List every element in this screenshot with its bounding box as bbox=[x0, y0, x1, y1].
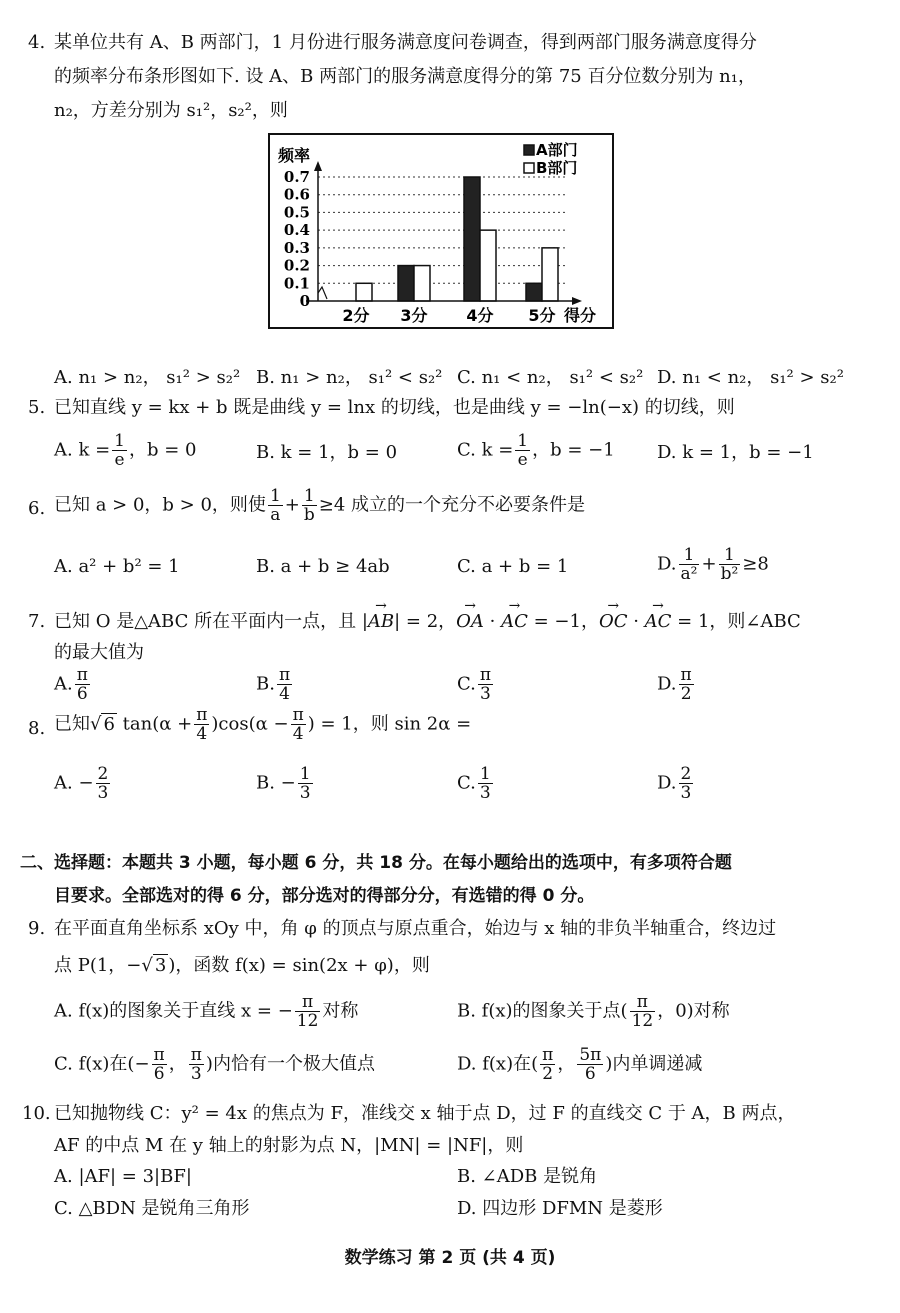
bar-B部门-5分 bbox=[542, 248, 558, 301]
y-tick-label: 0.3 bbox=[283, 238, 310, 257]
q6-number: 6. bbox=[28, 498, 46, 519]
q7-option-a: A. $\frac{\pi}{6}$ bbox=[54, 665, 88, 704]
frequency-bar-chart bbox=[268, 133, 614, 329]
q7-line2: 的最大值为 bbox=[54, 642, 144, 663]
q9-option-b: B. f(x)的图象关于点( $\frac{\pi}{12}$ ，0)对称 bbox=[457, 992, 730, 1031]
q4-option-b: B. n₁ > n₂， s₁² < s₂² bbox=[256, 367, 443, 388]
legend-label: A部门 bbox=[536, 141, 578, 159]
q10-line2: AF 的中点 M 在 y 轴上的射影为点 N，|MN| = |NF|，则 bbox=[54, 1135, 524, 1156]
q10-line1: 已知抛物线 C：y² = 4x 的焦点为 F，准线交 x 轴于点 D，过 F 的直线交 C 于 A，B 两点， bbox=[54, 1103, 796, 1124]
q4-number: 4. bbox=[28, 32, 46, 53]
legend-swatch-B部门 bbox=[524, 163, 534, 173]
y-tick-label: 0.7 bbox=[283, 168, 310, 186]
q7-number: 7. bbox=[28, 611, 46, 632]
y-tick-label: 0.1 bbox=[283, 274, 310, 293]
q7-option-b: B. $\frac{\pi}{4}$ bbox=[256, 665, 291, 704]
q5-option-d: D. k = 1，b = −1 bbox=[657, 442, 814, 463]
q5-option-c: C. k = $\frac{1}{e}$ ，b = −1 bbox=[457, 431, 615, 470]
legend-label: B部门 bbox=[536, 159, 578, 177]
section2-heading-line2: 目要求。全部选对的得 6 分，部分选对的得部分分，有选错的得 0 分。 bbox=[54, 886, 595, 906]
y-axis-title: 频率 bbox=[278, 146, 311, 165]
bar-B部门-4分 bbox=[480, 230, 496, 301]
q7-line1: 已知 O 是△ABC 所在平面内一点，且 |→ AB| = 2，→ OA · → AC = −1，→ OC · → AC = 1，则∠ABC bbox=[54, 611, 801, 633]
q8-option-c: C. $\frac{1}{3}$ bbox=[457, 764, 491, 803]
q8-option-a: A. − $\frac{2}{3}$ bbox=[54, 764, 109, 803]
q6-option-c: C. a + b = 1 bbox=[457, 556, 569, 577]
q5-option-b: B. k = 1，b = 0 bbox=[256, 442, 398, 463]
q10-option-b: B. ∠ADB 是锐角 bbox=[457, 1166, 598, 1187]
q10-option-d: D. 四边形 DFMN 是菱形 bbox=[457, 1198, 663, 1219]
x-tick-label: 3分 bbox=[400, 306, 428, 325]
q9-option-c: C. f(x)在(− $\frac{\pi}{6}$ ， $\frac{\pi}{3}$ )内恰有一个极大值点 bbox=[54, 1045, 375, 1084]
q4-line3: n₂，方差分别为 s₁²，s₂²，则 bbox=[54, 100, 288, 121]
q7-option-c: C. $\frac{\pi}{3}$ bbox=[457, 665, 492, 704]
x-tick-label: 4分 bbox=[466, 306, 494, 325]
q9-line1: 在平面直角坐标系 xOy 中，角 φ 的顶点与原点重合，始边与 x 轴的非负半轴重合，终边过 bbox=[54, 918, 777, 939]
q6-option-b: B. a + b ≥ 4ab bbox=[256, 556, 390, 577]
q4-option-d: D. n₁ < n₂， s₁² > s₂² bbox=[657, 367, 844, 388]
y-tick-label: 0.4 bbox=[283, 221, 310, 240]
q10-number: 10. bbox=[22, 1103, 51, 1124]
q9-option-d: D. f(x)在( $\frac{\pi}{2}$ ， $\frac{5\pi}{6}$ )内单调递减 bbox=[457, 1045, 703, 1084]
q4-option-a: A. n₁ > n₂， s₁² > s₂² bbox=[54, 367, 241, 388]
q6-option-d: D. $\frac{1}{\text{a²}}$ + $\frac{1}{\text{b²}}$ ≥8 bbox=[657, 545, 769, 584]
bar-A部门-4分 bbox=[464, 177, 480, 301]
q10-option-c: C. △BDN 是锐角三角形 bbox=[54, 1198, 250, 1219]
x-axis-title: 得分 bbox=[564, 306, 597, 325]
y-tick-label: 0.2 bbox=[283, 256, 310, 275]
q6-option-a: A. a² + b² = 1 bbox=[54, 556, 180, 577]
q8-text: 已知√ 6 tan(α + $\frac{\pi}{4}$ )cos(α − $\frac{\pi}{4}$ ) = 1，则 sin 2α = bbox=[54, 705, 472, 744]
q4-line1: 某单位共有 A、B 两部门，1 月份进行服务满意度问卷调查，得到两部门服务满意度得分 bbox=[54, 32, 757, 53]
section2-heading-line1: 二、选择题：本题共 3 小题，每小题 6 分，共 18 分。在每小题给出的选项中，有多项符合题 bbox=[20, 853, 732, 873]
q7-option-d: D. $\frac{\pi}{2}$ bbox=[657, 665, 692, 704]
q4-line2: 的频率分布条形图如下. 设 A、B 两部门的服务满意度得分的第 75 百分位数分别为 n₁， bbox=[54, 66, 756, 87]
q5-number: 5. bbox=[28, 397, 46, 418]
bar-B部门-2分 bbox=[356, 283, 372, 301]
q9-option-a: A. f(x)的图象关于直线 x = − $\frac{\pi}{12}$ 对称 bbox=[54, 992, 359, 1031]
q8-number: 8. bbox=[28, 718, 46, 739]
bar-A部门-3分 bbox=[398, 266, 414, 301]
y-tick-label: 0.5 bbox=[283, 203, 310, 222]
q9-line2: 点 P(1，−√ 3 )，函数 f(x) = sin(2x + φ)，则 bbox=[54, 955, 430, 976]
q10-option-a: A. |AF| = 3|BF| bbox=[54, 1166, 192, 1187]
x-tick-label: 2分 bbox=[342, 306, 370, 325]
bar-B部门-3分 bbox=[414, 266, 430, 301]
y-tick-label: 0.6 bbox=[283, 185, 310, 204]
page-footer: 数学练习 第 2 页 (共 4 页) bbox=[344, 1248, 556, 1268]
y-tick-label: 0 bbox=[299, 292, 310, 310]
q5-text: 已知直线 y = kx + b 既是曲线 y = lnx 的切线，也是曲线 y = −ln(−x) 的切线，则 bbox=[54, 397, 735, 418]
q9-number: 9. bbox=[28, 918, 46, 939]
bar-A部门-5分 bbox=[526, 283, 542, 301]
legend-swatch-A部门 bbox=[524, 145, 534, 155]
q4-option-c: C. n₁ < n₂， s₁² < s₂² bbox=[457, 367, 644, 388]
q6-text: 已知 a > 0，b > 0，则使 $\frac{1}{a}$ + $\frac{1}{b}$ ≥4 成立的一个充分不必要条件是 bbox=[54, 486, 586, 525]
q8-option-b: B. − $\frac{1}{3}$ bbox=[256, 764, 311, 803]
x-tick-label: 5分 bbox=[528, 306, 556, 325]
q8-option-d: D. $\frac{2}{3}$ bbox=[657, 764, 692, 803]
q5-option-a: A. k = $\frac{1}{e}$ ，b = 0 bbox=[54, 431, 197, 470]
